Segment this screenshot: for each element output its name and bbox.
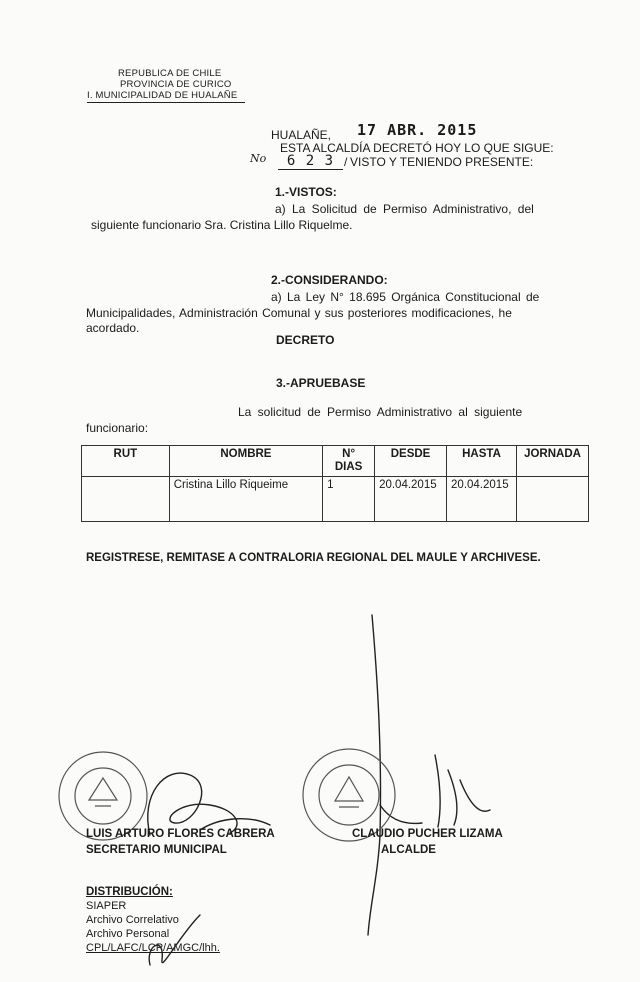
col-desde: DESDE — [375, 446, 447, 477]
decreto-heading: DECRETO — [276, 333, 335, 347]
apruebase-line1: La solicitud de Permiso Administrativo al siguiente — [238, 405, 523, 419]
distribution-item: SIAPER — [86, 900, 127, 912]
apruebase-line2: funcionario: — [86, 421, 149, 435]
permit-table — [81, 445, 589, 522]
considerando-line2: Municipalidades, Administración Comunal y sus posteriores modificaciones, he — [86, 306, 512, 320]
cell-dias: 1 — [323, 477, 375, 522]
cell-nombre: Cristina Lillo Riqueime — [169, 477, 322, 522]
date-stamp: 17 ABR. 2015 — [357, 121, 478, 139]
col-hasta: HASTA — [447, 446, 517, 477]
alcalde-name: CLAUDIO PUCHER LIZAMA — [352, 828, 503, 840]
alcalde-title: ALCALDE — [381, 844, 436, 856]
table-header-row — [82, 446, 589, 477]
closing-statement: REGISTRESE, REMITASE A CONTRALORIA REGIONAL DEL MAULE Y ARCHIVESE. — [86, 552, 541, 564]
col-rut: RUT — [82, 446, 170, 477]
decree-slash: / — [344, 155, 348, 169]
table-row — [82, 477, 589, 522]
vistos-line1: a) La Solicitud de Permiso Administrativo, del — [275, 202, 534, 216]
vistos-line2: siguiente funcionario Sra. Cristina Lillo Riquelme. — [91, 218, 353, 232]
initials-scribble — [140, 905, 220, 975]
considerando-line3: acordado. — [86, 321, 140, 335]
col-dias: N° DIAS — [323, 446, 375, 477]
decree-intro: ESTA ALCALDÍA DECRETÓ HOY LO QUE SIGUE: — [280, 141, 554, 155]
date-place: HUALAÑE, — [271, 128, 332, 142]
cell-jornada — [517, 477, 589, 522]
cell-desde: 20.04.2015 — [375, 477, 447, 522]
header-municipality: I. MUNICIPALIDAD DE HUALAÑE — [87, 90, 245, 103]
considerando-heading: 2.-CONSIDERANDO: — [271, 273, 388, 287]
header-province: PROVINCIA DE CURICO — [120, 79, 232, 90]
apruebase-heading: 3.-APRUEBASE — [276, 376, 366, 390]
distribution-item: Archivo Correlativo — [86, 914, 179, 926]
distribution-item: Archivo Personal — [86, 928, 170, 940]
decree-no-label: No — [250, 152, 267, 165]
secretario-name: LUIS ARTURO FLORES CABRERA — [86, 828, 275, 840]
col-jornada: JORNADA — [517, 446, 589, 477]
distribution-heading: DISTRIBUCIÓN: — [86, 886, 173, 898]
vistos-heading: 1.-VISTOS: — [275, 185, 337, 199]
col-nombre: NOMBRE — [169, 446, 322, 477]
header-republic: REPUBLICA DE CHILE — [118, 68, 222, 79]
decree-tail: VISTO Y TENIENDO PRESENTE: — [350, 155, 534, 169]
considerando-line1: a) La Ley N° 18.695 Orgánica Constitucional de — [271, 290, 540, 304]
cell-rut — [82, 477, 170, 522]
distribution-item: CPL/LAFC/LCP/AMGC/lhh. — [86, 942, 220, 954]
decree-number: 6 2 3 — [278, 153, 343, 170]
cell-hasta: 20.04.2015 — [447, 477, 517, 522]
secretario-title: SECRETARIO MUNICIPAL — [86, 844, 227, 856]
